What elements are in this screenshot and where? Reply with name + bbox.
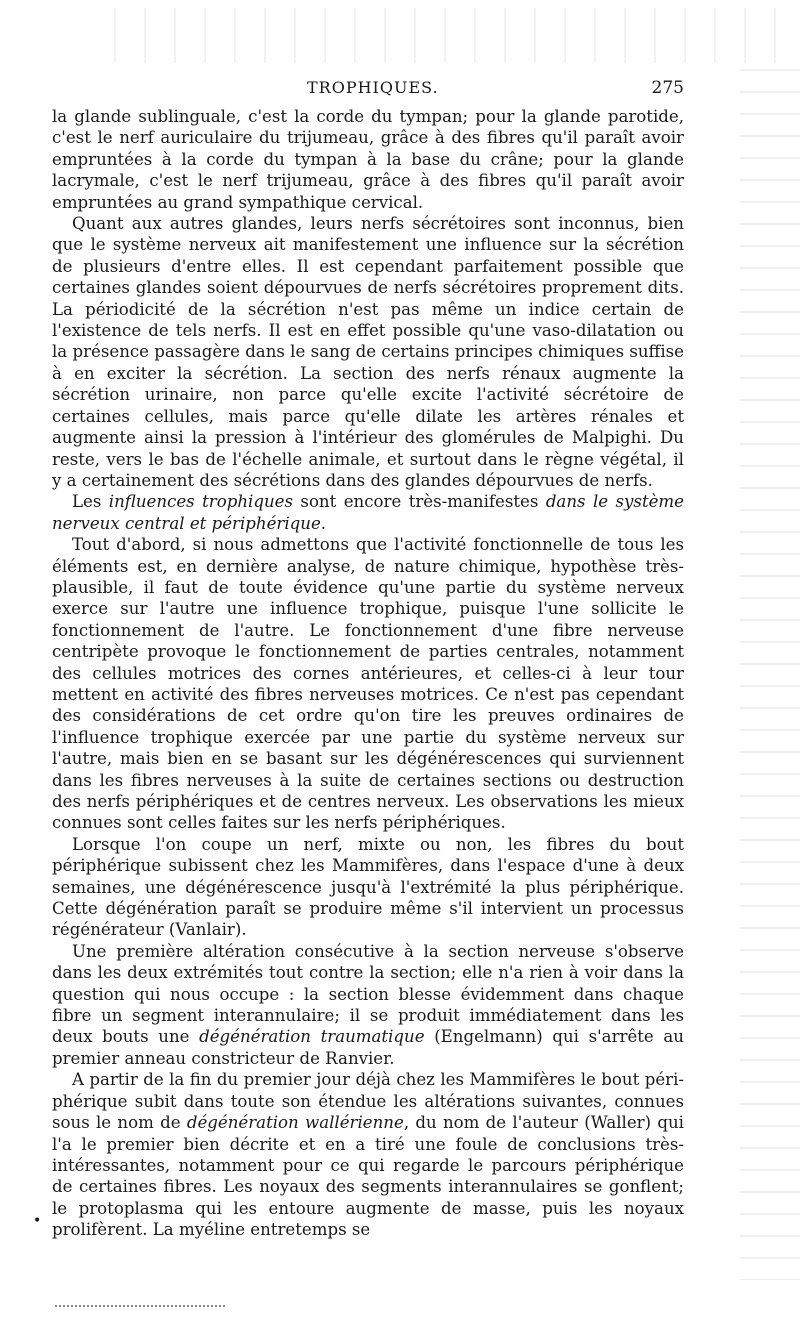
text-run: , du nom de l'auteur (Waller) qui l'a le premier bien décrite et en a tiré une foule de conclusions très-intéressantes, notamment pour ce qui regarde le parcours périphérique de certaines fibres. Les noyaux des segments interannulaires se gonflent; le protoplasma qui les entoure augmente de masse, puis les noyaux prolifèrent. La myéline entretemps se (52, 1113, 684, 1240)
text-run: Tout d'abord, si nous admettons que l'activité fonctionnelle de tous les éléments est, en dernière analyse, de nature chimique, hypothèse très-plausible, il faut de toute évidence qu'une partie du système nerveux exerce sur l'autre une influence trophique, puisque l'une sollicite le fonctionnement de l'autre. Le fonctionnement d'une fibre nerveuse centripète provoque le fonctionnement de parties centrales, notamment des cellules motrices des cornes antérieures, et celles-ci à leur tour mettent en activité des fibres nerveuses motrices. Ce n'est pas cependant des considérations de cet ordre qu'on tire les preuves ordinaires de l'influence trophique exercée par une partie du système nerveux sur l'autre, mais bien en se basant sur les dégénérescences qui surviennent dans les fibres nerveuses à la suite de certaines sections ou destruction des nerfs périphériques et de centres nerveux. Les observations les mieux connues sont celles faites sur les nerfs périphériques. (52, 535, 684, 833)
paragraph (52, 1069, 684, 1240)
margin-mark: • (33, 1213, 42, 1229)
running-header (52, 78, 684, 104)
paragraph (52, 213, 684, 491)
text-run: . (320, 513, 327, 533)
italic-text: dégénération traumatique (199, 1027, 425, 1047)
paragraph (52, 491, 684, 534)
scan-noise-top (100, 8, 800, 63)
text-run: A partir de la fin du premier jour déjà chez les Mammifères le bout périphérique subit dans toute son étendue les altérations suivantes, connues sous le nom de (52, 1070, 684, 1133)
paragraph (52, 834, 684, 941)
italic-text: dégénération wallérienne (186, 1113, 404, 1133)
text-run: Lorsque l'on coupe un nerf, mixte ou non, les fibres du bout périphérique subissent chez les Mammifères, dans l'espace d'une à deux semaines, une dégénérescence jusqu'à l'extrémité la plus périphérique. Cette dégénération paraît se produire même s'il intervient un processus régénérateur (Vanlair). (52, 834, 684, 940)
text-run: la glande sublinguale, c'est la corde du tympan; pour la glande parotide, c'est le nerf auriculaire du trijumeau, grâce à des fibres qu'il paraît avoir empruntées à la corde du tympan à la base du crâne; pour la glande lacrymale, c'est le nerf trijumeau, grâce à des fibres qu'il paraît avoir empruntées au grand sympathique cervical. (52, 107, 684, 212)
scan-noise-right-edge (740, 60, 800, 1280)
running-title: TROPHIQUES. (307, 78, 439, 97)
paragraph (52, 941, 684, 1069)
text-run: Une première altération consécutive à la section nerveuse s'observe dans les deux extrémités tout contre la section; elle n'a rien à voir dans la question qui nous occupe : la section blesse évidemment dans chaque fibre un segment interannulaire; il se produit immédiatement dans les deux bouts une (52, 941, 684, 1047)
bottom-rule (55, 1305, 225, 1307)
body-text (52, 106, 684, 1241)
page-number: 275 (651, 78, 684, 98)
paragraph (52, 534, 684, 834)
paragraph (52, 106, 684, 213)
text-run: Les (72, 492, 109, 512)
text-run: (Engelmann) qui s'arrête au premier anneau constricteur de Ranvier. (52, 1027, 684, 1068)
italic-text: influences trophiques (108, 492, 293, 512)
text-run: Quant aux autres glandes, leurs nerfs sécrétoires sont inconnus, bien que le système nerveux ait manifestement une influence sur la sécrétion de plusieurs d'entre elles. Il est cependant parfaitement possible que certaines glandes soient dépourvues de nerfs sécrétoires proprement dits. La périodicité de la sécrétion n'est pas même un indice certain de l'existence de tels nerfs. Il est en effet possible qu'une vaso-dilatation ou la présence passagère dans le sang de certains principes chimiques suffise à en exciter la sécrétion. La section des nerfs rénaux augmente la sécrétion urinaire, non parce qu'elle excite l'activité sécrétoire de certaines cellules, mais parce qu'elle dilate les artères rénales et augmente ainsi la pression à l'intérieur des glomérules de Malpighi. Du reste, vers le bas de l'échelle animale, et surtout dans le règne végétal, il y a certainement des sécrétions dans des glandes dépourvues de nerfs. (52, 214, 684, 490)
text-run: sont encore très-manifestes (292, 492, 546, 512)
italic-text: dans le système nerveux central et périphérique (52, 492, 684, 533)
